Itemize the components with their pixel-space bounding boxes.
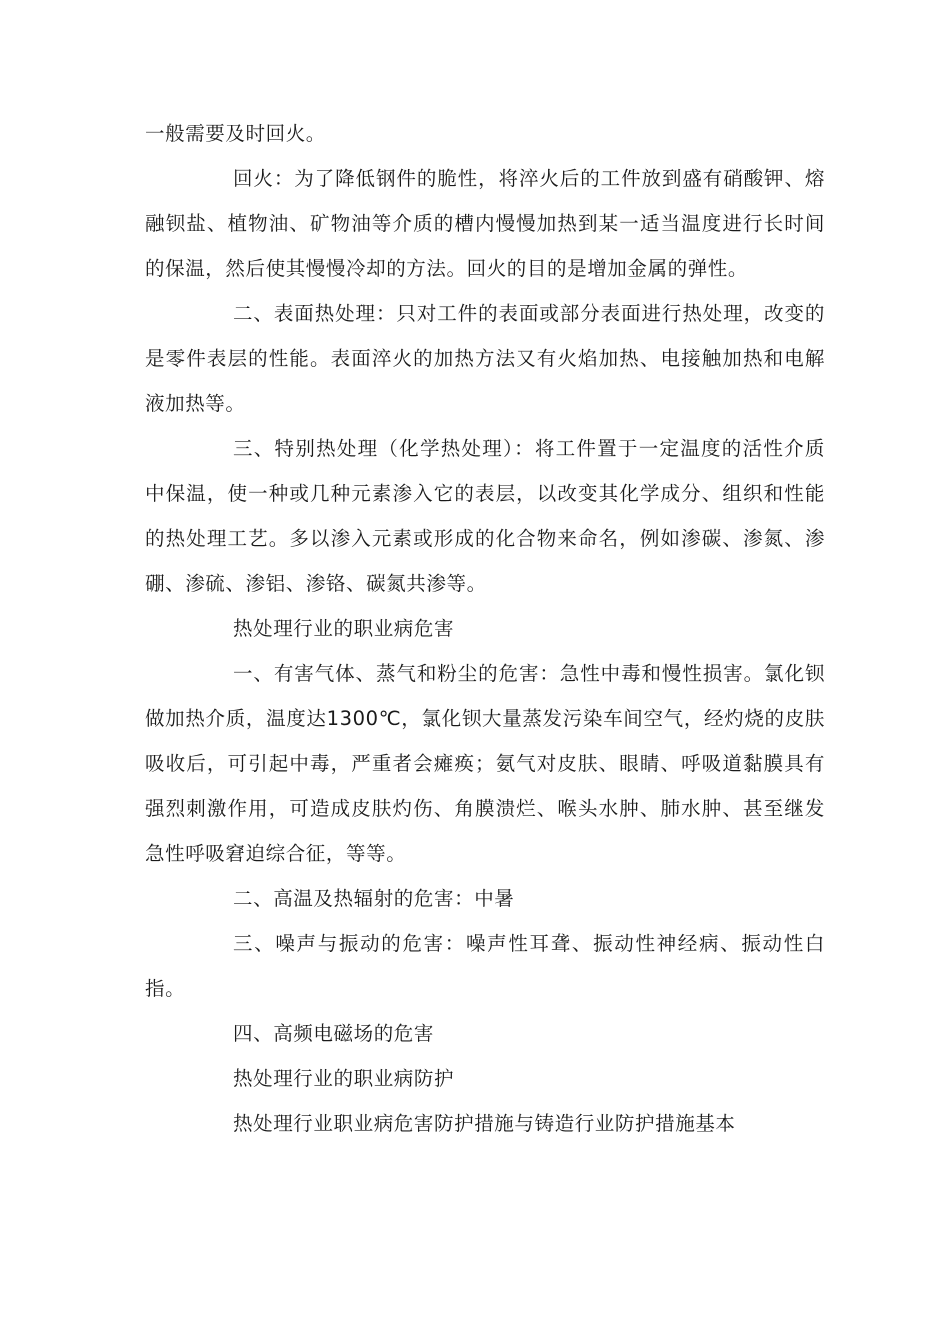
paragraph-harmful-gases: 一、有害气体、蒸气和粉尘的危害：急性中毒和慢性损害。氯化钡做加热介质，温度达1300℃，氯化钡大量蒸发污染车间空气，经灼烧的皮肤吸收后，可引起中毒，严重者会瘫痪；氨气对皮肤、眼睛、呼吸道黏膜具有强烈刺激作用，可造成皮肤灼伤、角膜溃烂、喉头水肿、肺水肿、甚至继发急性呼吸窘迫综合征，等等。 <box>145 662 825 865</box>
paragraph-surface-heat-treatment: 二、表面热处理：只对工件的表面或部分表面进行热处理，改变的是零件表层的性能。表面淬火的加热方法又有火焰加热、电接触加热和电解液加热等。 <box>145 302 825 415</box>
paragraph-chemical-heat-treatment: 三、特别热处理（化学热处理）：将工件置于一定温度的活性介质中保温，使一种或几种元素渗入它的表层，以改变其化学成分、组织和性能的热处理工艺。多以渗入元素或形成的化合物来命名，例如渗碳、渗氮、渗硼、渗硫、渗铝、渗铬、碳氮共渗等。 <box>145 437 825 595</box>
document-body <box>145 111 825 1146</box>
paragraph-high-temperature: 二、高温及热辐射的危害：中暑 <box>233 887 515 910</box>
paragraph-noise-vibration: 三、噪声与振动的危害：噪声性耳聋、振动性神经病、振动性白指。 <box>145 932 825 1000</box>
paragraph-tempering: 回火：为了降低钢件的脆性，将淬火后的工件放到盛有硝酸钾、熔融钡盐、植物油、矿物油等介质的槽内慢慢加热到某一适当温度进行长时间的保温，然后使其慢慢冷却的方法。回火的目的是增加金属的弹性。 <box>145 167 825 280</box>
paragraph-tempering-continued: 一般需要及时回火。 <box>145 122 326 145</box>
paragraph-protection-measures: 热处理行业职业病危害防护措施与铸造行业防护措施基本 <box>233 1112 736 1135</box>
heading-occupational-protection: 热处理行业的职业病防护 <box>233 1067 455 1090</box>
heading-occupational-hazards: 热处理行业的职业病危害 <box>233 617 455 640</box>
paragraph-electromagnetic: 四、高频电磁场的危害 <box>233 1022 435 1045</box>
